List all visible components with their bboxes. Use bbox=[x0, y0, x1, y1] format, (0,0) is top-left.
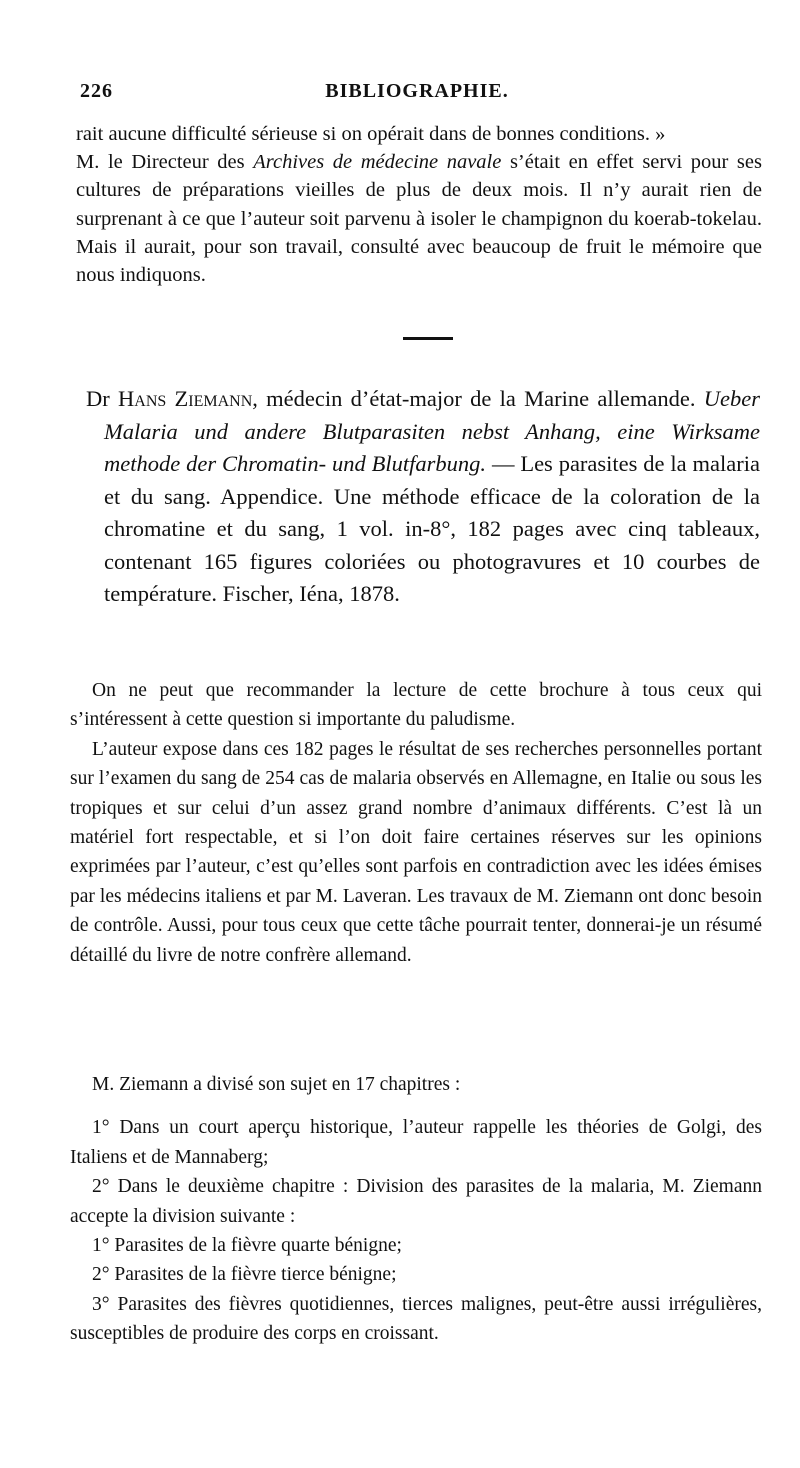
chapter-item-1: 1° Dans un court aperçu historique, l’auteur rappelle les théories de Golgi, des Italiens et de Mannaberg; bbox=[70, 1117, 762, 1168]
intro-line2b: s’était en effet servi pour ses cultures de préparations vieilles de plus de deux mois. Il n’y aurait rien de surprenant à ce que l’auteur soit parvenu à isoler le champignon du koerab-tokelau. Mais il aurait, pour son travail, consulté avec beaucoup de fruit le mémoire que nous indiquons. bbox=[76, 151, 762, 287]
journal-title: Archives de médecine navale bbox=[253, 151, 502, 174]
intro-text bbox=[76, 148, 762, 289]
bibliographic-entry bbox=[86, 383, 760, 611]
running-title: BIBLIOGRAPHIE. bbox=[325, 80, 509, 102]
section-divider bbox=[403, 337, 453, 340]
chapter-summary bbox=[70, 1070, 762, 1349]
division-item-2: 2° Parasites de la fièvre tierce bénigne; bbox=[92, 1264, 397, 1286]
author-name: Hans Ziemann bbox=[118, 386, 253, 411]
division-item-1: 1° Parasites de la fièvre quarte bénigne; bbox=[92, 1235, 402, 1257]
review-body bbox=[70, 676, 762, 970]
entry-text bbox=[86, 383, 760, 611]
book-translation: — Les parasites de la malaria et du sang. Appendice. Une méthode efficace de la coloration de la chromatine et du sang, 1 vol. in-8°, 182 pages avec cinq tableaux, contenant 165 figures coloriées ou photogravures et 10 courbes de température. Fischer, Iéna, 1878. bbox=[104, 451, 760, 606]
division-item-3: 3° Parasites des fièvres quotidiennes, tierces malignes, peut-être aussi irrégulières, susceptibles de produire des corps en croissant. bbox=[70, 1293, 762, 1345]
intro-line1: rait aucune difficulté sérieuse si on opérait dans de bonnes conditions. » bbox=[76, 123, 666, 145]
intro-paragraph bbox=[76, 120, 762, 289]
author-prefix: Dr bbox=[86, 386, 119, 411]
review-paragraph-2: L’auteur expose dans ces 182 pages le résultat de ses recherches personnelles portant sur l’examen du sang de 254 cas de malaria observés en Allemagne, en Italie ou sous les tropiques et sur celui d’un assez grand nombre d’animaux différents. C’est là un matériel fort respectable, et si l’on doit faire certaines réserves sur les opinions exprimées par l’auteur, c’est qu’elles sont parfois en contradiction avec les idées émises par les médecins italiens et par M. Laveran. Les travaux de M. Ziemann ont donc besoin de contrôle. Aussi, pour tous ceux que cette tâche pourrait tenter, donnerai-je un résumé détaillé du livre de notre confrère allemand. bbox=[70, 738, 762, 966]
page-header bbox=[76, 80, 758, 112]
chapters-intro: M. Ziemann a divisé son sujet en 17 chapitres : bbox=[92, 1074, 461, 1095]
page-number: 226 bbox=[80, 80, 113, 102]
intro-line2a: M. le Directeur des bbox=[76, 151, 254, 174]
review-paragraph-1: On ne peut que recommander la lecture de cette brochure à tous ceux qui s’intéressent à cette question si importante du paludisme. bbox=[70, 680, 762, 731]
book-title: Ueber Malaria und andere Blutparasiten nebst Anhang, eine Wirksame methode der Chromatin- und Blutfarbung. bbox=[104, 386, 760, 476]
author-description: , médecin d’état-major de la Marine allemande. bbox=[252, 386, 696, 411]
chapter-item-2: 2° Dans le deuxième chapitre : Division des parasites de la malaria, M. Ziemann accepte la division suivante : bbox=[70, 1176, 762, 1227]
